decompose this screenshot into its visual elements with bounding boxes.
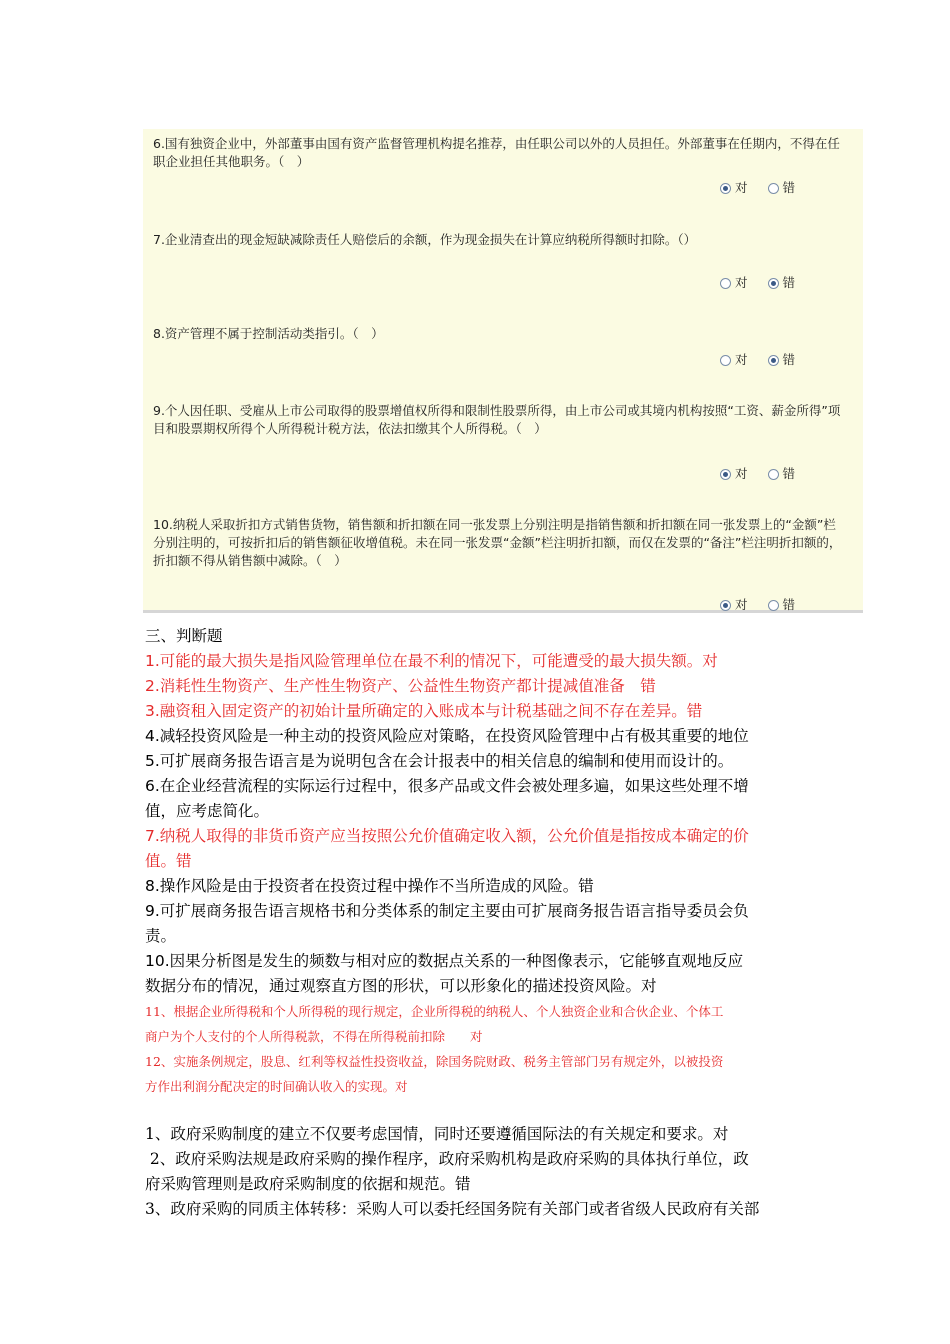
option-true[interactable]: 对: [720, 274, 748, 292]
radio-icon[interactable]: [720, 278, 731, 289]
list-item-continuation: 府采购管理则是政府采购制度的依据和规范。错: [145, 1175, 471, 1193]
list-item: 8.操作风险是由于投资者在投资过程中操作不当所造成的风险。错: [145, 877, 594, 895]
question-text: 7.企业清查出的现金短缺减除责任人赔偿后的余额，作为现金损失在计算应纳税所得额时扣除。（）: [153, 232, 697, 247]
list-item: 6.在企业经营流程的实际运行过程中，很多产品或文件会被处理多遍，如果这些处理不增: [145, 777, 749, 795]
radio-icon[interactable]: [768, 183, 779, 194]
quiz-question-9: [153, 402, 843, 438]
gov-procurement-section: [145, 1122, 815, 1222]
option-false[interactable]: 错: [768, 596, 796, 614]
list-item: 4.减轻投资风险是一种主动的投资风险应对策略，在投资风险管理中占有极其重要的地位: [145, 727, 749, 745]
list-item: 5.可扩展商务报告语言是为说明包含在会计报表中的相关信息的编制和使用而设计的。: [145, 752, 734, 770]
option-false[interactable]: 错: [768, 351, 796, 369]
radio-selected-icon[interactable]: [768, 278, 779, 289]
radio-icon[interactable]: [720, 355, 731, 366]
quiz-question-6: [153, 135, 843, 171]
radio-selected-icon[interactable]: [768, 355, 779, 366]
list-item-continuation: 值，应考虑简化。: [145, 802, 270, 820]
option-false[interactable]: 错: [768, 274, 796, 292]
question-10-options: [720, 596, 795, 614]
question-text: 6.国有独资企业中，外部董事由国有资产监督管理机构提名推荐，由任职公司以外的人员担任。外部董事在任期内，不得在任职企业担任其他职务。（ ）: [153, 136, 840, 169]
list-item: 2.消耗性生物资产、生产性生物资产、公益性生物资产都计提减值准备 错: [145, 677, 656, 695]
question-9-options: [720, 465, 795, 483]
question-text: 9.个人因任职、受雇从上市公司取得的股票增值权所得和限制性股票所得，由上市公司或其境内机构按照“工资、薪金所得”项目和股票期权所得个人所得税计税方法，依法扣缴其个人所得税。（ ）: [153, 403, 841, 436]
quiz-question-8: [153, 325, 843, 343]
quiz-question-7: [153, 231, 843, 249]
list-item: 10.因果分析图是发生的频数与相对应的数据点关系的一种图像表示，它能够直观地反应: [145, 952, 744, 970]
option-true[interactable]: 对: [720, 351, 748, 369]
option-false[interactable]: 错: [768, 179, 796, 197]
list-item-continuation: 值。错: [145, 852, 192, 870]
radio-icon[interactable]: [768, 469, 779, 480]
list-item-continuation: 责。: [145, 927, 177, 945]
question-8-options: [720, 351, 795, 369]
option-false[interactable]: 错: [768, 465, 796, 483]
list-item: 9.可扩展商务报告语言规格书和分类体系的制定主要由可扩展商务报告语言指导委员会负: [145, 902, 749, 920]
option-true[interactable]: 对: [720, 596, 748, 614]
option-true[interactable]: 对: [720, 179, 748, 197]
list-item: 1、政府采购制度的建立不仅要考虑国情，同时还要遵循国际法的有关规定和要求。对: [145, 1125, 729, 1143]
question-text: 10.纳税人采取折扣方式销售货物，销售额和折扣额在同一张发票上分别注明是指销售额和折扣额在同一张发票上的“金额”栏分别注明的，可按折扣后的销售额征收增值税。未在同一张发票“金额”栏注明折扣额，而仅在发票的“备注”栏注明折扣额的，折扣额不得从销售额中减除。（ ）: [153, 517, 842, 568]
question-text: 8.资产管理不属于控制活动类指引。（ ）: [153, 326, 384, 341]
radio-selected-icon[interactable]: [720, 469, 731, 480]
quiz-question-10: [153, 516, 843, 570]
radio-icon[interactable]: [768, 600, 779, 611]
option-true[interactable]: 对: [720, 465, 748, 483]
radio-selected-icon[interactable]: [720, 183, 731, 194]
list-item-continuation: 数据分布的情况，通过观察直方图的形状，可以形象化的描述投资风险。对: [145, 977, 657, 995]
list-item: 3、政府采购的同质主体转移：采购人可以委托经国务院有关部门或者省级人民政府有关部: [145, 1200, 760, 1218]
list-item: 12、实施条例规定，股息、红利等权益性投资收益，除国务院财政、税务主管部门另有规定外，以被投资: [145, 1054, 724, 1069]
question-6-options: [720, 179, 795, 197]
list-item: 2、政府采购法规是政府采购的操作程序，政府采购机构是政府采购的具体执行单位，政: [145, 1150, 749, 1168]
list-item: 11、根据企业所得税和个人所得税的现行规定，企业所得税的纳税人、个人独资企业和合伙企业、个体工: [145, 1004, 724, 1019]
question-7-options: [720, 274, 795, 292]
quiz-screenshot-panel: [143, 129, 863, 613]
list-item: 7.纳税人取得的非货币资产应当按照公允价值确定收入额，公允价值是指按成本确定的价: [145, 827, 749, 845]
list-item-continuation: 商户为个人支付的个人所得税款，不得在所得税前扣除 对: [145, 1029, 483, 1044]
radio-selected-icon[interactable]: [720, 600, 731, 611]
list-item: 1.可能的最大损失是指风险管理单位在最不利的情况下，可能遭受的最大损失额。对: [145, 652, 718, 670]
list-item-continuation: 方作出利润分配决定的时间确认收入的实现。对: [145, 1079, 408, 1094]
list-item: 3.融资租入固定资产的初始计量所确定的入账成本与计税基础之间不存在差异。错: [145, 702, 703, 720]
judgment-section: [145, 624, 815, 1099]
section-title: 三、判断题: [145, 627, 223, 645]
